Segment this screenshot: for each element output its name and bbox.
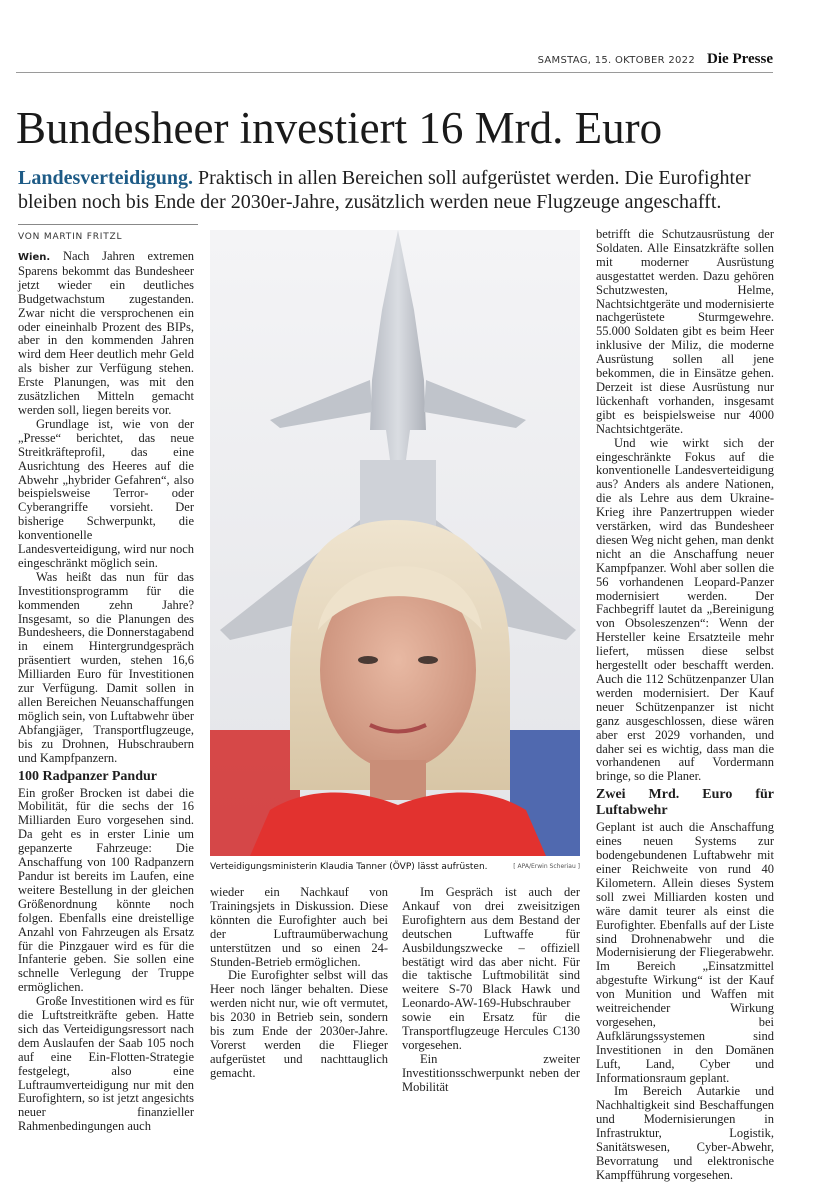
subheading: Zwei Mrd. Euro für Luftabwehr	[596, 787, 774, 819]
portrait-illustration	[210, 230, 580, 856]
eye-left	[358, 656, 378, 664]
subheading: 100 Radpanzer Pandur	[18, 768, 157, 784]
paragraph: Im Bereich Autarkie und Nachhaltigkeit sind Beschaffungen und Modernisierungen in Infrastruktur, Logistik, Sanitätswesen, Cyber-Abwehr, Bevorratung und elektronische Kampfführung vorgesehen.	[596, 1084, 774, 1182]
paragraph: Was heißt das nun für das Investitionsprogramm für die kommenden zehn Jahre? Insgesamt, so die Planungen des Bundesheers, die Donnerstagabend in einem Hintergrundgespräch präsentiert wurden, stehen 16,6 Milliarden Euro für Investitionen zur Verfügung. Damit sollen in allen Bereichen Neuanschaffungen möglich sein, von Luftabwehr über Abfangjäger, Transportflugzeuge, bis zu Drohnen, Hubschraubern und Kampfpanzern.	[18, 569, 194, 765]
article-column-3	[402, 885, 580, 1094]
article-kicker: Landesverteidigung.	[18, 167, 194, 189]
paragraph: Grundlage ist, wie von der „Presse“ berichtet, das neue Streitkräfteprofil, das eine Ausrichtung des Heeres auf die Abwehr „hybrider Gefahren“, also beispielsweise Terror- oder Cyberangriffe vorsieht. Der bisherige Schwerpunkt, die konventionelle Landesverteidigung, wird nur noch eingeschränkt möglich sein.	[18, 416, 194, 570]
dateline-place: Wien.	[18, 252, 51, 263]
article-headline: Bundesheer investiert 16 Mrd. Euro	[16, 103, 663, 153]
paragraph: Und wie wirkt sich der eingeschränkte Fokus auf die konventionelle Landesverteidigung aus? Anders als andere Nationen, die als Lehre aus dem Ukraine-Krieg ihre Panzertruppen wieder verstärken, wird das Bundesheer diesen Weg nicht gehen, man denkt nicht an die Anschaffung neuer Kampfpanzer. Wohl aber sollen die 56 vorhandenen Leopard-Panzer modernisiert werden. Der Fachbegriff lautet da „Bereinigung von Obsoleszenzen“: Wenn der Hersteller keine Ersatzteile mehr liefert, müssen diese selbst hergestellt oder beschafft werden. Auch die 112 Schützenpanzer Ulan werden modernisiert. Der Kauf neuer Schützenpanzer ist nicht ganz ausgeschlossen, diese wären aber erst 2029 vorhanden, und daher sei es wichtig, dass man die vorhandenen auf Vordermann bringe, so die Planer.	[596, 435, 774, 784]
paragraph: betrifft die Schutzausrüstung der Soldaten. Alle Einsatzkräfte sollen mit moderner Ausrüstung ausgestattet werden. Dazu gehören Schutzwesten, Helme, Nachtsichtgeräte und modernisierte nachgerüstete Sturmgewehre. 55.000 Soldaten gibt es beim Heer inklusive der Miliz, die moderne Ausrüstung sollen all jene bekommen, die in Einsätze gehen. Derzeit ist diese Ausrüstung nur lückenhaft vorhanden, insgesamt gibt es beispielsweise nur 4000 Nachtsichtgeräte.	[596, 227, 774, 436]
paragraph: wieder ein Nachkauf von Trainingsjets in Diskussion. Diese könnten die Eurofighter auch bei der Luftraumüberwachung unterstützen und so einen 24-Stunden-Betrieb ermöglichen.	[210, 885, 388, 969]
article-byline: VON MARTIN FRITZL	[18, 232, 123, 242]
paragraph: Ein großer Brocken ist dabei die Mobilität, für die sechs der 16 Milliarden Euro vorgesehen sind. Da geht es in erster Linie um gepanzerte Fahrzeuge: Die Anschaffung von 100 Radpanzern Pandur ist bereits im Laufen, eine weitere Bestellung in der gleichen Größenordnung könnte noch folgen. Ebenfalls eine dreistellige Anzahl von Fahrzeugen als Ersatz für die Pinzgauer wird es für die Infanterie geben. Sie sollen eine schnelle Verlegung der Truppe ermöglichen.	[18, 785, 194, 995]
eye-right	[418, 656, 438, 664]
byline-divider	[18, 224, 198, 225]
newspaper-logo: Die Presse	[707, 51, 773, 67]
photo-credit: [ APA/Erwin Scheriau ]	[513, 863, 580, 870]
issue-date: SAMSTAG, 15. OKTOBER 2022	[537, 55, 695, 66]
article-photo	[210, 230, 580, 856]
article-dek	[18, 166, 778, 214]
paragraph: Ein zweiter Investitionsschwerpunkt neben der Mobilität	[402, 1051, 580, 1094]
article-column-2	[210, 885, 388, 1080]
neck	[370, 760, 426, 800]
photo-caption-bar	[210, 862, 580, 876]
dek-text: Praktisch in allen Bereichen soll aufgerüstet werden. Die Eurofighter bleiben noch bis Ende der 2030er-Jahre, zusätzlich werden neue Flugzeuge angeschafft.	[18, 167, 751, 213]
article-column-1	[18, 249, 195, 1134]
paragraph: Große Investitionen wird es für die Luftstreitkräfte geben. Hatte sich das Verteidigungsressort nach dem Auslaufen der Saab 105 noch auf eine Ein-Flotten-Strategie festgelegt, also eine Luftraumverteidigung nur mit den Eurofightern, so ist jetzt angesichts neuer finanzieller Rahmenbedingungen auch	[18, 994, 195, 1134]
paragraph: Die Eurofighter selbst will das Heer noch länger behalten. Diese werden nicht nur, wie oft vermutet, bis 2030 in Betrieb sein, sondern bis zum Ende der 2030er-Jahre. Vorerst werden die Flieger aufgerüstet und nachttauglich gemacht.	[210, 968, 388, 1080]
photo-caption: Verteidigungsministerin Klaudia Tanner (ÖVP) lässt aufrüsten.	[210, 862, 488, 872]
paragraph: Wien. Nach Jahren extremen Sparens bekommt das Bundesheer jetzt wieder ein deutliches Budgetwachstum zugestanden. Zwar nicht die versprochenen ein oder eineinhalb Prozent des BIPs, aber in den kommenden Jahren wird dem Heer deutlich mehr Geld als bisher zur Verfügung stehen. Erste Planungen, was mit den zusätzlichen Mitteln gemacht werden soll, liegen bereits vor.	[18, 249, 194, 417]
page-header	[16, 52, 773, 73]
paragraph: Geplant ist auch die Anschaffung eines neuen Systems zur bodengebundenen Luftabwehr mit einer Reichweite von rund 40 Kilometern. Allein dieses System soll zwei Milliarden kosten und wäre damit teurer als einst die Eurofighter. Ebenfalls auf der Liste sind Drohnenabwehr und die Modernisierung der Fliegerabwehr. Im Bereich „Einsatzmittel abgestufte Wirkung“ ist der Kauf von Munition und Waffen mit weitreichender Wirkung vorgesehen, bei Aufklärungssystemen sind Investitionen in den Domänen Luft, Land, Cyber und Informationsraum geplant.	[596, 820, 774, 1085]
paragraph: Im Gespräch ist auch der Ankauf von drei zweisitzigen Eurofightern aus dem Bestand der deutschen Luftwaffe für Ausbildungszwecke – offiziell bestätigt wird das aber nicht. Für die taktische Luftmobilität sind weitere S-70 Black Hawk und Leonardo-AW-169-Hubschrauber sowie ein Ersatz für die Transportflugzeuge Hercules C130 vorgesehen.	[402, 885, 580, 1052]
article-column-4	[596, 227, 774, 1182]
